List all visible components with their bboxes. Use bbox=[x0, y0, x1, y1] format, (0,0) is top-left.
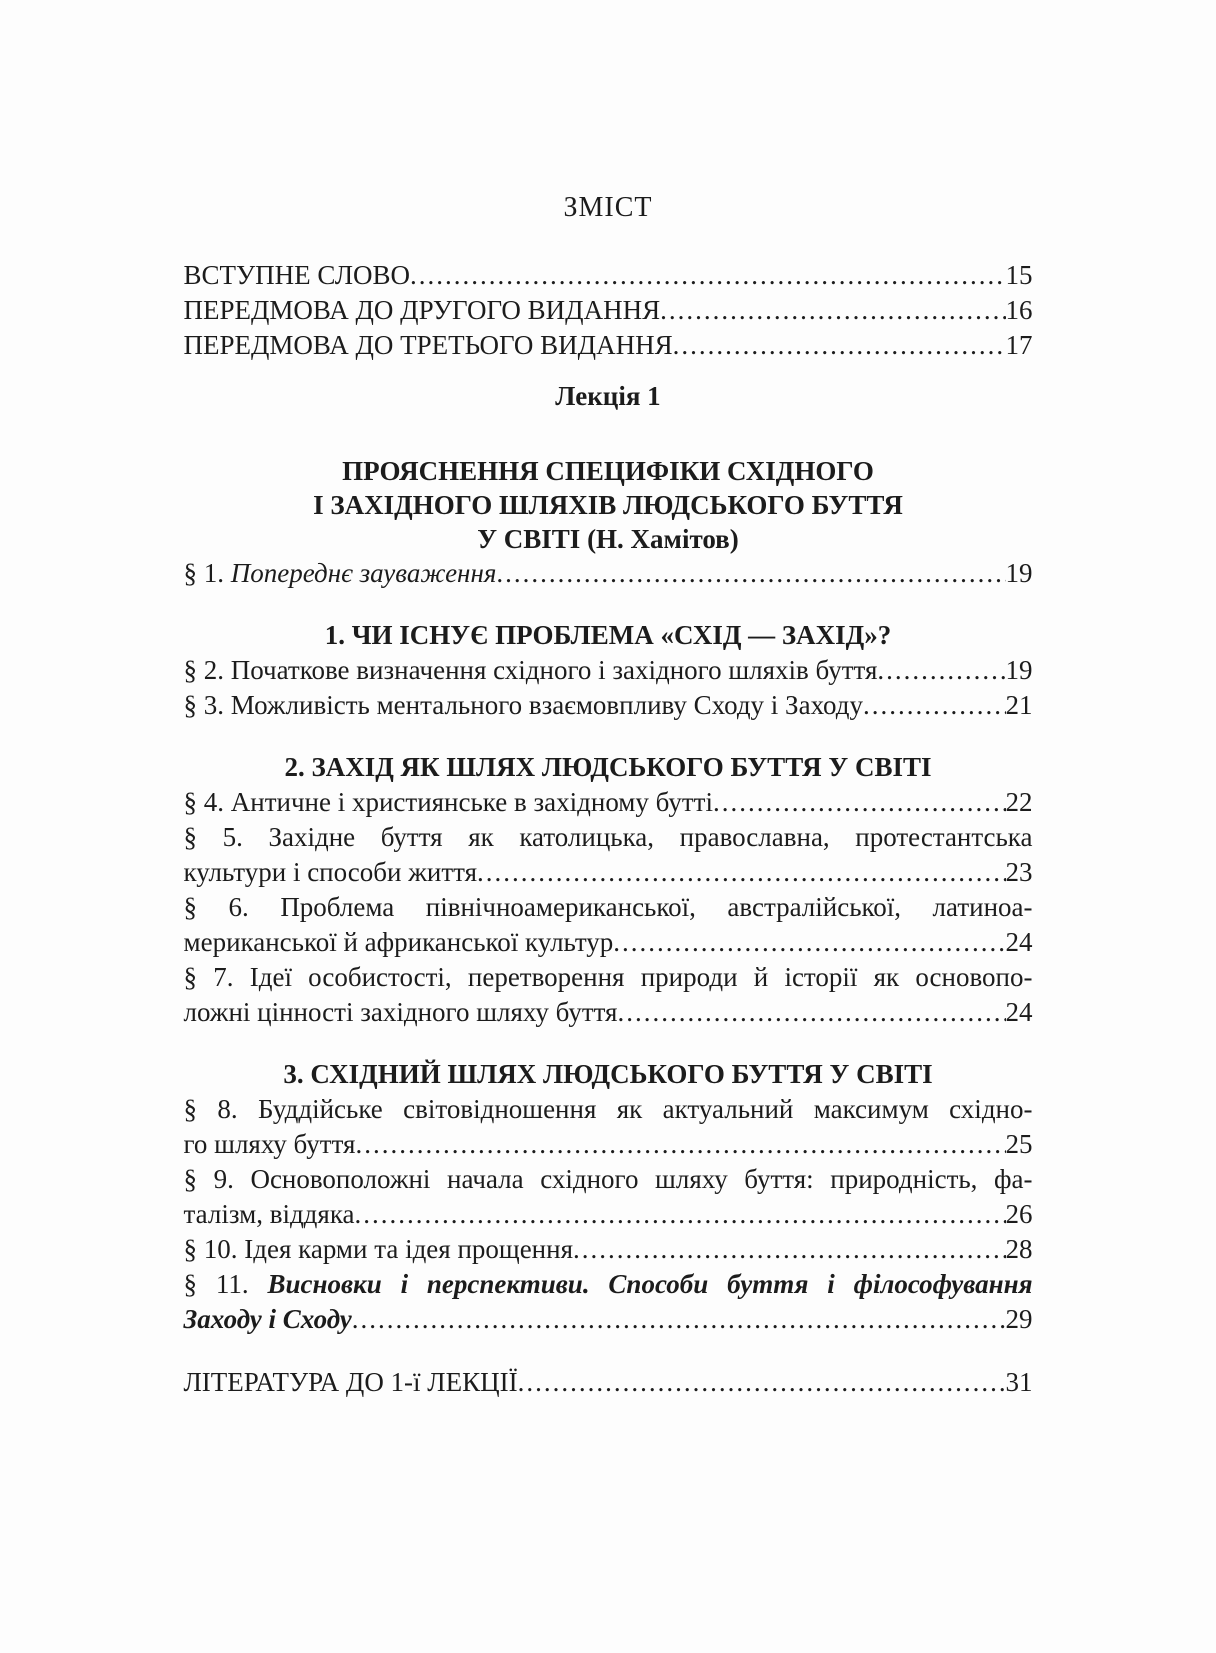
section-block-3 bbox=[184, 1056, 1033, 1337]
page-title: ЗМІСТ bbox=[563, 192, 653, 223]
entry-label: ЛІТЕРАТУРА ДО 1-ї ЛЕКЦІЇ bbox=[183, 1367, 518, 1397]
entry-label: § 2. Початкове визначення східного і західного шляхів буття bbox=[183, 655, 878, 685]
toc-entry-continuation bbox=[184, 1302, 1033, 1337]
entry-page-number: 23 bbox=[1005, 857, 1033, 887]
toc-entry-continuation bbox=[184, 1197, 1033, 1232]
entry-label: Заходу і Сходу bbox=[183, 1304, 352, 1334]
dot-leader bbox=[613, 925, 1005, 960]
toc-entry-literature bbox=[184, 1365, 1033, 1400]
section-block-1 bbox=[184, 617, 1033, 723]
front-matter bbox=[184, 258, 1033, 363]
dot-leader bbox=[496, 556, 1005, 591]
entry-label: ВСТУПНЕ СЛОВО bbox=[183, 260, 411, 290]
entry-label: § 4. Античне і християнське в західному бутті bbox=[183, 787, 713, 817]
entry-page-number: 24 bbox=[1005, 927, 1033, 957]
entry-label: мериканської й африканської культур bbox=[183, 927, 614, 957]
dot-leader bbox=[877, 653, 1005, 688]
entry-page-number: 22 bbox=[1005, 787, 1033, 817]
entry-label bbox=[184, 556, 497, 591]
entry-label: § 3. Можливість ментального взаємовпливу Сходу і Заходу bbox=[183, 690, 863, 720]
dot-leader bbox=[573, 1232, 1006, 1267]
entry-label: ПЕРЕДМОВА ДО ТРЕТЬОГО ВИДАННЯ bbox=[183, 330, 673, 360]
entry-page-number: 26 bbox=[1005, 1199, 1033, 1229]
entry-label: ПЕРЕДМОВА ДО ДРУГОГО ВИДАННЯ bbox=[183, 295, 661, 325]
dot-leader bbox=[617, 995, 1005, 1030]
dot-leader bbox=[477, 855, 1006, 890]
entry-page-number: 24 bbox=[1005, 997, 1033, 1027]
dot-leader bbox=[863, 688, 1006, 723]
toc-page bbox=[184, 0, 1033, 1400]
toc-entry-first-line: § 8. Буддійське світовідношення як актуальний максимум східно- bbox=[183, 1094, 1033, 1124]
entry-label: го шляху буття bbox=[183, 1129, 356, 1159]
toc-entry-continuation bbox=[184, 855, 1033, 890]
toc-entry-continuation bbox=[184, 925, 1033, 960]
lecture-title-line: У СВІТІ (Н. Хамітов) bbox=[477, 524, 739, 554]
dot-leader bbox=[673, 328, 1006, 363]
toc-entry-continuation bbox=[184, 1127, 1033, 1162]
entry-page-number: 28 bbox=[1005, 1234, 1033, 1264]
entry-label: § 10. Ідея карми та ідея прощення bbox=[183, 1234, 573, 1264]
entry-page-number: 16 bbox=[1005, 295, 1033, 325]
section-heading: 2. ЗАХІД ЯК ШЛЯХ ЛЮДСЬКОГО БУТТЯ У СВІТІ bbox=[284, 752, 932, 782]
entry-page-number: 19 bbox=[1005, 655, 1033, 685]
section-heading: 3. СХІДНИЙ ШЛЯХ ЛЮДСЬКОГО БУТТЯ У СВІТІ bbox=[283, 1059, 933, 1089]
entry-page-number: 21 bbox=[1005, 690, 1033, 720]
toc-entry bbox=[184, 688, 1033, 723]
toc-entry bbox=[184, 1232, 1033, 1267]
entry-page-number: 29 bbox=[1005, 1304, 1033, 1334]
toc-entry bbox=[184, 556, 1033, 591]
toc-entry-first-line: § 7. Ідеї особистості, перетворення природи й історії як основопо- bbox=[183, 962, 1033, 992]
lecture-title bbox=[184, 454, 1033, 556]
toc-entry bbox=[184, 258, 1033, 293]
entry-title: Попереднє зауваження bbox=[230, 558, 497, 588]
dot-leader bbox=[410, 258, 1005, 293]
entry-label: культури і способи життя bbox=[183, 857, 477, 887]
paragraph-number: § 1. bbox=[183, 558, 231, 588]
dot-leader bbox=[355, 1127, 1005, 1162]
entry-page-number: 17 bbox=[1005, 330, 1033, 360]
toc-entry-first-line: § 5. Західне буття як католицька, православна, протестантська bbox=[183, 822, 1033, 852]
entry-title: Висновки і перспективи. Способи буття і філософування bbox=[267, 1269, 1033, 1299]
toc-entry-first-line bbox=[184, 1267, 1033, 1302]
dot-leader bbox=[518, 1365, 1006, 1400]
toc-entry-continuation bbox=[184, 995, 1033, 1030]
section-heading: 1. ЧИ ІСНУЄ ПРОБЛЕМА «СХІД — ЗАХІД»? bbox=[324, 620, 892, 650]
paragraph-number: § 11. bbox=[183, 1269, 268, 1299]
toc-entry bbox=[184, 653, 1033, 688]
section-block-2 bbox=[184, 749, 1033, 1030]
toc-entry bbox=[184, 328, 1033, 363]
entry-page-number: 15 bbox=[1005, 260, 1033, 290]
dot-leader bbox=[355, 1197, 1006, 1232]
toc-entry bbox=[184, 293, 1033, 328]
entry-label: талізм, віддяка bbox=[183, 1199, 355, 1229]
lecture-heading: Лекція 1 bbox=[555, 381, 661, 411]
dot-leader bbox=[713, 785, 1006, 820]
dot-leader bbox=[660, 293, 1005, 328]
dot-leader bbox=[352, 1302, 1006, 1337]
entry-page-number: 19 bbox=[1005, 558, 1033, 588]
lecture-title-line: І ЗАХІДНОГО ШЛЯХІВ ЛЮДСЬКОГО БУТТЯ bbox=[313, 490, 903, 520]
entry-label: ложні цінності західного шляху буття bbox=[183, 997, 618, 1027]
toc-entry-first-line: § 6. Проблема північноамериканської, австралійської, латиноа- bbox=[183, 892, 1033, 922]
lecture-title-line: ПРОЯСНЕННЯ СПЕЦИФІКИ СХІДНОГО bbox=[342, 456, 874, 486]
entry-page-number: 31 bbox=[1005, 1367, 1033, 1397]
toc-entry-first-line: § 9. Основоположні начала східного шляху буття: природність, фа- bbox=[183, 1164, 1033, 1194]
toc-entry bbox=[184, 785, 1033, 820]
entry-page-number: 25 bbox=[1005, 1129, 1033, 1159]
